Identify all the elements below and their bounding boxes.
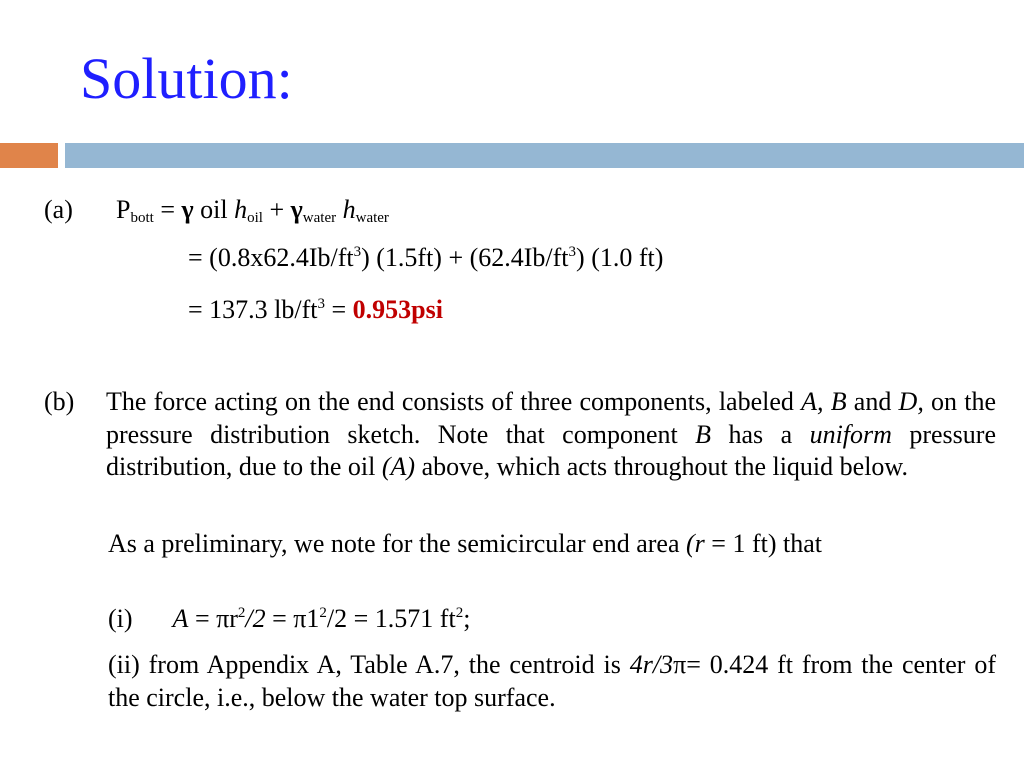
area-symbol: A	[172, 604, 189, 633]
area-line-i	[108, 606, 470, 632]
preliminary-text-1: As a preliminary, we note for the semicircular end area	[108, 529, 687, 558]
h-oil-subscript: oil	[247, 210, 263, 226]
gamma-water-subscript: water	[302, 210, 337, 226]
plus-sign: +	[269, 195, 285, 224]
part-b-text-2: and	[846, 387, 899, 416]
uniform-word: uniform	[809, 419, 892, 449]
area-exponent-2: 2	[319, 605, 327, 621]
component-a-ref: (A)	[381, 452, 416, 481]
part-b-paragraph	[44, 386, 997, 484]
component-b: B	[830, 387, 847, 416]
component-b-ref: B	[695, 419, 712, 449]
substitution-exponent-1: 3	[353, 244, 362, 260]
substitution-part-2: ) (1.5ft) + (62.4Ib/ft	[361, 243, 569, 272]
result-exponent: 3	[317, 296, 325, 312]
part-b-label: (b)	[44, 387, 75, 416]
part-b-text-5: pressure distribution, due to the oil	[106, 419, 996, 481]
part-b-text-1: The force acting on the end consists of three components, labeled	[106, 387, 802, 416]
substitution-part-3: ) (1.0 ft)	[576, 243, 664, 272]
centroid-text-2: = 0.424 ft from the center of the circle, i.e., below the water top surface.	[108, 650, 996, 712]
substitution-exponent-2: 3	[568, 244, 577, 260]
gamma-oil-symbol: γ	[181, 195, 194, 224]
centroid-pi: π	[673, 650, 687, 679]
centroid-expression: 4r/3	[629, 650, 674, 679]
area-divisor: /2	[245, 604, 266, 633]
equals-sign: =	[160, 195, 175, 224]
preliminary-text-2: = 1 ft) that	[704, 529, 822, 558]
final-answer: 0.953psi	[352, 295, 443, 324]
part-a-label: (a)	[44, 195, 73, 224]
component-d: D,	[898, 387, 924, 416]
component-a: A,	[801, 387, 824, 416]
page-title: Solution:	[80, 46, 293, 111]
part-b-text-3: on the pressure distribution sketch. Note that component	[106, 387, 997, 449]
area-expr-1: = πr	[188, 604, 238, 633]
item-i-label: (i)	[108, 604, 133, 633]
preliminary-paragraph	[108, 528, 996, 561]
result-part-1: = 137.3 lb/ft	[188, 295, 318, 324]
oil-word: oil	[200, 195, 228, 224]
part-b-text-4: has a	[711, 419, 810, 449]
area-expr-2: = π1	[265, 604, 320, 633]
h-water-symbol: h	[342, 195, 356, 224]
blue-rule-bar	[65, 143, 1024, 168]
h-water-subscript: water	[355, 210, 389, 226]
pressure-equation	[116, 197, 389, 226]
part-b-space	[823, 387, 830, 416]
gamma-water-symbol: γ	[290, 195, 303, 224]
orange-accent-bar	[0, 143, 58, 168]
p-symbol: P	[116, 195, 131, 224]
centroid-text-1: (ii) from Appendix A, Table A.7, the centroid is	[108, 650, 630, 679]
substitution-part-1: = (0.8x62.4Ib/ft	[188, 243, 354, 272]
pressure-substitution-line	[188, 245, 663, 271]
h-oil-symbol: h	[234, 195, 248, 224]
area-exponent-3: 2	[455, 605, 464, 621]
part-b-text-6: above, which acts throughout the liquid below.	[415, 452, 909, 481]
pressure-result-line	[188, 297, 443, 323]
area-exponent-1: 2	[237, 605, 246, 621]
radius-symbol: (r	[686, 529, 705, 558]
area-end: ;	[463, 604, 471, 633]
result-equals: =	[325, 295, 347, 324]
p-subscript: bott	[130, 210, 154, 226]
area-expr-3: /2 = 1.571 ft	[326, 604, 456, 633]
centroid-paragraph	[108, 649, 996, 714]
